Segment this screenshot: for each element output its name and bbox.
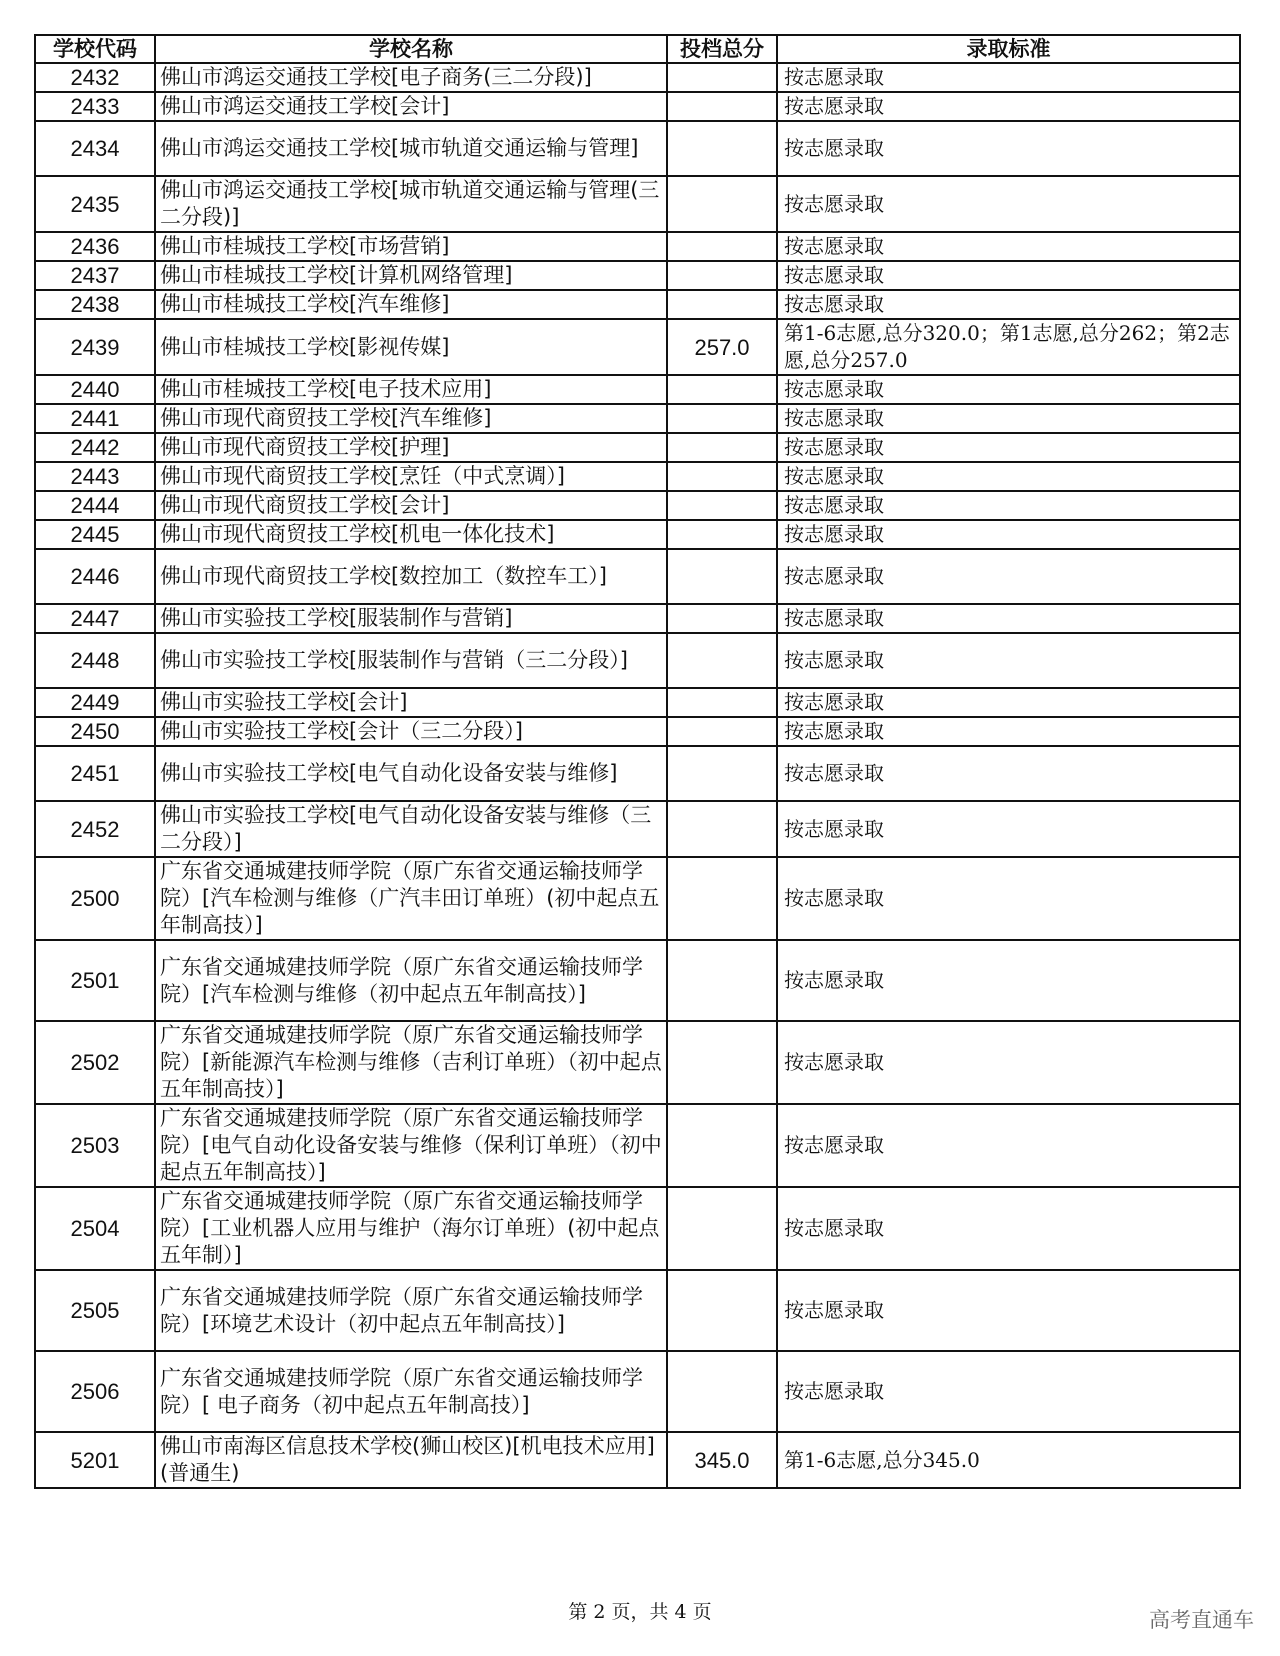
total-score-cell: [667, 1351, 777, 1432]
table-row: [35, 717, 1240, 746]
page-number: 第 2 页，共 4 页: [568, 1601, 712, 1623]
total-score-cell: [667, 1187, 777, 1270]
total-score-cell: [667, 1270, 777, 1351]
admission-standard-cell: 按志愿录取: [777, 549, 1240, 604]
school-code-cell: 2436: [35, 232, 155, 261]
total-score-cell: [667, 746, 777, 801]
school-code-cell: 2450: [35, 717, 155, 746]
table-row: [35, 1187, 1240, 1270]
school-code-cell: 2434: [35, 121, 155, 176]
admission-standard-cell: 按志愿录取: [777, 688, 1240, 717]
total-score-cell: [667, 633, 777, 688]
admission-standard-cell: 按志愿录取: [777, 433, 1240, 462]
school-name-cell: 佛山市桂城技工学校[市场营销]: [155, 232, 667, 261]
school-code-cell: 2432: [35, 63, 155, 92]
admission-standard-cell: 按志愿录取: [777, 375, 1240, 404]
total-score-cell: [667, 801, 777, 857]
school-name-cell: 广东省交通城建技师学院（原广东省交通运输技师学院）[汽车检测与维修（初中起点五年制高技）]: [155, 940, 667, 1021]
school-code-cell: 2437: [35, 261, 155, 290]
school-code-cell: 2443: [35, 462, 155, 491]
school-code-cell: 2506: [35, 1351, 155, 1432]
total-score-cell: [667, 92, 777, 121]
school-name-cell: 广东省交通城建技师学院（原广东省交通运输技师学院）[环境艺术设计（初中起点五年制高技）]: [155, 1270, 667, 1351]
table-row: [35, 940, 1240, 1021]
admission-standard-cell: 按志愿录取: [777, 717, 1240, 746]
school-code-cell: 2442: [35, 433, 155, 462]
school-code-cell: 2444: [35, 491, 155, 520]
total-score-cell: [667, 121, 777, 176]
school-name-cell: 广东省交通城建技师学院（原广东省交通运输技师学院）[工业机器人应用与维护（海尔订单班）(初中起点五年制）]: [155, 1187, 667, 1270]
admission-standard-cell: 按志愿录取: [777, 746, 1240, 801]
school-name-cell: 佛山市鸿运交通技工学校[城市轨道交通运输与管理]: [155, 121, 667, 176]
watermark: 高考直通车: [1149, 1608, 1254, 1632]
school-code-cell: 2504: [35, 1187, 155, 1270]
school-code-cell: 2505: [35, 1270, 155, 1351]
total-score-cell: [667, 290, 777, 319]
school-code-cell: 2448: [35, 633, 155, 688]
table-row: [35, 1104, 1240, 1187]
total-score-cell: [667, 176, 777, 232]
school-code-cell: 2440: [35, 375, 155, 404]
table-row: [35, 688, 1240, 717]
table-row: [35, 1351, 1240, 1432]
header-total-score: 投档总分: [667, 35, 777, 63]
admission-standard-cell: 按志愿录取: [777, 1270, 1240, 1351]
school-code-cell: 2438: [35, 290, 155, 319]
header-school-code: 学校代码: [35, 35, 155, 63]
table-row: [35, 1270, 1240, 1351]
school-name-cell: 佛山市现代商贸技工学校[数控加工（数控车工）]: [155, 549, 667, 604]
school-code-cell: 2435: [35, 176, 155, 232]
table-row: [35, 520, 1240, 549]
school-code-cell: 2502: [35, 1021, 155, 1104]
school-name-cell: 佛山市实验技工学校[服装制作与营销（三二分段）]: [155, 633, 667, 688]
school-code-cell: 2439: [35, 319, 155, 375]
admission-standard-cell: 按志愿录取: [777, 1104, 1240, 1187]
total-score-cell: [667, 433, 777, 462]
admission-standard-cell: 按志愿录取: [777, 404, 1240, 433]
table-row: [35, 633, 1240, 688]
table-row: [35, 491, 1240, 520]
total-score-cell: [667, 1021, 777, 1104]
header-school-name: 学校名称: [155, 35, 667, 63]
school-code-cell: 2446: [35, 549, 155, 604]
school-name-cell: 佛山市南海区信息技术学校(狮山校区)[机电技术应用](普通生): [155, 1432, 667, 1488]
school-name-cell: 佛山市桂城技工学校[计算机网络管理]: [155, 261, 667, 290]
school-name-cell: 佛山市现代商贸技工学校[烹饪（中式烹调）]: [155, 462, 667, 491]
school-name-cell: 佛山市桂城技工学校[汽车维修]: [155, 290, 667, 319]
total-score-cell: [667, 404, 777, 433]
table-row: [35, 92, 1240, 121]
school-name-cell: 佛山市现代商贸技工学校[护理]: [155, 433, 667, 462]
school-name-cell: 佛山市现代商贸技工学校[会计]: [155, 491, 667, 520]
school-name-cell: 佛山市现代商贸技工学校[汽车维修]: [155, 404, 667, 433]
school-code-cell: 2433: [35, 92, 155, 121]
table-row: [35, 121, 1240, 176]
school-name-cell: 佛山市桂城技工学校[电子技术应用]: [155, 375, 667, 404]
table-row: [35, 232, 1240, 261]
school-code-cell: 2452: [35, 801, 155, 857]
school-name-cell: 佛山市鸿运交通技工学校[电子商务(三二分段)]: [155, 63, 667, 92]
school-code-cell: 2447: [35, 604, 155, 633]
table-row: [35, 857, 1240, 940]
table-body: [35, 63, 1240, 1488]
total-score-cell: [667, 232, 777, 261]
total-score-cell: 345.0: [667, 1432, 777, 1488]
total-score-cell: [667, 940, 777, 1021]
table-row: [35, 261, 1240, 290]
school-code-cell: 5201: [35, 1432, 155, 1488]
table-row: [35, 604, 1240, 633]
admission-standard-cell: 按志愿录取: [777, 1021, 1240, 1104]
admission-standard-cell: 按志愿录取: [777, 176, 1240, 232]
table-row: [35, 375, 1240, 404]
table-row: [35, 319, 1240, 375]
school-name-cell: 佛山市桂城技工学校[影视传媒]: [155, 319, 667, 375]
school-name-cell: 佛山市实验技工学校[会计（三二分段）]: [155, 717, 667, 746]
table-row: [35, 63, 1240, 92]
total-score-cell: [667, 1104, 777, 1187]
admission-standard-cell: 按志愿录取: [777, 801, 1240, 857]
school-code-cell: 2441: [35, 404, 155, 433]
school-code-cell: 2451: [35, 746, 155, 801]
admission-standard-cell: 按志愿录取: [777, 462, 1240, 491]
school-name-cell: 佛山市实验技工学校[电气自动化设备安装与维修（三二分段）]: [155, 801, 667, 857]
admission-standard-cell: 按志愿录取: [777, 520, 1240, 549]
table-row: [35, 433, 1240, 462]
school-name-cell: 佛山市实验技工学校[电气自动化设备安装与维修]: [155, 746, 667, 801]
school-name-cell: 广东省交通城建技师学院（原广东省交通运输技师学院）[电气自动化设备安装与维修（保利订单班）（初中起点五年制高技）]: [155, 1104, 667, 1187]
school-name-cell: 广东省交通城建技师学院（原广东省交通运输技师学院）[汽车检测与维修（广汽丰田订单班）(初中起点五年制高技）]: [155, 857, 667, 940]
admission-standard-cell: 按志愿录取: [777, 491, 1240, 520]
table-row: [35, 801, 1240, 857]
table-row: [35, 176, 1240, 232]
total-score-cell: [667, 462, 777, 491]
admission-standard-cell: 按志愿录取: [777, 232, 1240, 261]
school-name-cell: 佛山市实验技工学校[会计]: [155, 688, 667, 717]
total-score-cell: 257.0: [667, 319, 777, 375]
table-row: [35, 290, 1240, 319]
admission-standard-cell: 按志愿录取: [777, 857, 1240, 940]
total-score-cell: [667, 604, 777, 633]
table-row: [35, 404, 1240, 433]
table-row: [35, 1432, 1240, 1488]
header-admission-standard: 录取标准: [777, 35, 1240, 63]
total-score-cell: [667, 63, 777, 92]
school-name-cell: 广东省交通城建技师学院（原广东省交通运输技师学院）[新能源汽车检测与维修（吉利订单班）（初中起点五年制高技）]: [155, 1021, 667, 1104]
admission-standard-cell: 按志愿录取: [777, 633, 1240, 688]
school-name-cell: 广东省交通城建技师学院（原广东省交通运输技师学院）[ 电子商务（初中起点五年制高技）]: [155, 1351, 667, 1432]
admission-standard-cell: 按志愿录取: [777, 940, 1240, 1021]
admission-standard-cell: 按志愿录取: [777, 1351, 1240, 1432]
admission-standard-cell: 按志愿录取: [777, 290, 1240, 319]
school-code-cell: 2500: [35, 857, 155, 940]
total-score-cell: [667, 375, 777, 404]
table-row: [35, 462, 1240, 491]
total-score-cell: [667, 549, 777, 604]
table-row: [35, 549, 1240, 604]
admission-standard-cell: 按志愿录取: [777, 604, 1240, 633]
admission-standard-cell: 按志愿录取: [777, 1187, 1240, 1270]
table-header-row: [35, 35, 1240, 63]
school-name-cell: 佛山市鸿运交通技工学校[城市轨道交通运输与管理(三二分段)]: [155, 176, 667, 232]
total-score-cell: [667, 520, 777, 549]
table-row: [35, 1021, 1240, 1104]
school-name-cell: 佛山市现代商贸技工学校[机电一体化技术]: [155, 520, 667, 549]
total-score-cell: [667, 491, 777, 520]
school-code-cell: 2503: [35, 1104, 155, 1187]
admission-standard-cell: 按志愿录取: [777, 63, 1240, 92]
total-score-cell: [667, 261, 777, 290]
total-score-cell: [667, 717, 777, 746]
school-name-cell: 佛山市鸿运交通技工学校[会计]: [155, 92, 667, 121]
school-code-cell: 2501: [35, 940, 155, 1021]
admission-standard-cell: 第1-6志愿,总分345.0: [777, 1432, 1240, 1488]
total-score-cell: [667, 857, 777, 940]
admission-standard-cell: 第1-6志愿,总分320.0；第1志愿,总分262；第2志愿,总分257.0: [777, 319, 1240, 375]
school-name-cell: 佛山市实验技工学校[服装制作与营销]: [155, 604, 667, 633]
school-code-cell: 2449: [35, 688, 155, 717]
admission-standard-cell: 按志愿录取: [777, 92, 1240, 121]
admission-standard-cell: 按志愿录取: [777, 261, 1240, 290]
school-code-cell: 2445: [35, 520, 155, 549]
admission-standard-cell: 按志愿录取: [777, 121, 1240, 176]
total-score-cell: [667, 688, 777, 717]
admission-table: [34, 34, 1241, 1489]
table-row: [35, 746, 1240, 801]
